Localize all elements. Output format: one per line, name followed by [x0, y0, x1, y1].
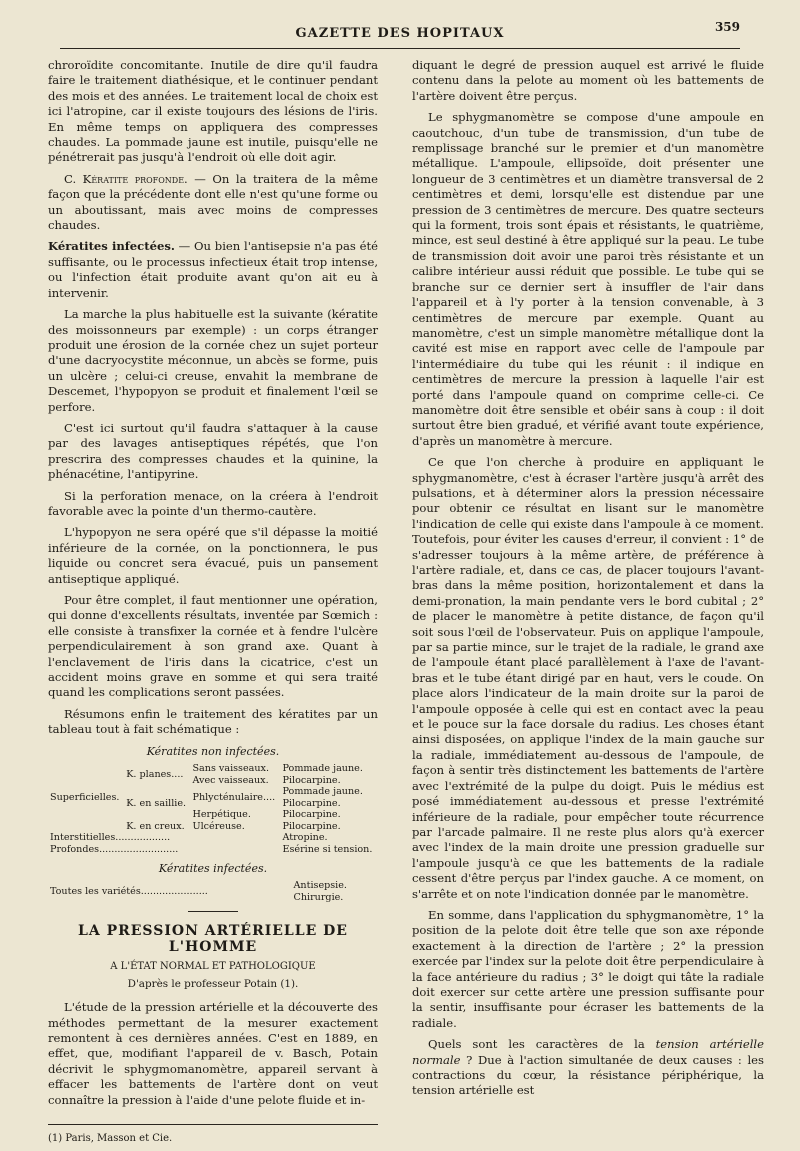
- table-cell: K. en saillie.: [126, 797, 187, 809]
- table-cell: Esérine si tension.: [282, 843, 373, 855]
- italic-term: tension artérielle normale: [412, 1037, 765, 1067]
- table-cell: K. planes....: [126, 768, 184, 780]
- article-title: LA PRESSION ARTÉRIELLE DE L'HOMME: [78, 923, 348, 955]
- table-cell: Toutes les variétés......................: [50, 886, 208, 898]
- section-divider: [188, 911, 238, 912]
- table-cell: Pommade jaune.: [282, 786, 363, 798]
- paragraph: Ce que l'on cherche à produire en appliquant le sphygmanomètre, c'est à écraser l'artère jusqu'à arrêt des pulsations, et à déterminer alors la pression nécessaire pour obtenir ce résultat en lisant sur le manomètre l'indication de celle qui existe dans l'ampoule à ce moment. Toutefois, pour éviter les causes d'erreur, il convient : 1° de s'adresser toujours à la même artère, de préférence à l'artère radiale, et, dans ce cas, de placer toujours l'avant-bras dans la même position, horizontalement et dans la demi-pronation, la main pendante vers le bord cubital ; 2° de placer le manomètre à petite distance, de façon qu'il soit sous l'œil de l'observateur. Puis on applique l'ampoule, par sa partie mince, sur le trajet de la radiale, le grand axe de l'ampoule étant placé parallèlement à l'axe de l'avant-bras et le tube étant dirigé par en haut, vers le coude. On place alors l'indicateur de la main droite sur la paroi de l'ampoule opposée à celle qui est en contact avec la peau et le pouce sur la face dorsale du radius. Les choses étant ainsi disposées, on applique l'index de la main gauche sur la radiale, immédiatement au-dessous de l'ampoule, de façon à sentir très distinctement les battements de l'artère avec l'extrémité de la pulpe du doigt. Puis le médius est posé immédiatement au-dessous et presse l'extrémité inférieure de la radiale, pour empêcher toute récurrence par l'arcade palmaire. Il ne reste plus alors qu'à exercer avec l'index de la main droite une pression graduelle sur l'ampoule jusqu'à ce que les battements de la radiale cessent d'être perçus par l'index gauche. A ce moment, on s'arrête et on note l'indication donnée par le manomètre.: [412, 455, 764, 901]
- table-cell: Chirurgie.: [293, 891, 344, 903]
- table-cell: Antisepsie.: [293, 880, 347, 892]
- table-cell: Pilocarpine.: [282, 797, 341, 809]
- table-cell: Herpétique.: [192, 809, 251, 821]
- table-cell: Avec vaisseaux.: [192, 774, 269, 786]
- paragraph-keratite-profonde: [48, 172, 378, 234]
- table-heading-infectees: Kératites infectées.: [158, 862, 268, 876]
- paragraph: Pour être complet, il faut mentionner une opération, qui donne d'excellents résultats, inventée par Sœmich : elle consiste à transfixer la cornée et à fendre l'ulcère perpendiculairement à son grand axe. Quant à l'enclavement de l'iris dans la cicatrice, c'est un accident moins grave en somme et qui sera traité quand les complications seront passées.: [48, 593, 378, 700]
- article-byline: D'après le professeur Potain (1).: [127, 977, 299, 990]
- table-cell: Pilocarpine.: [282, 820, 341, 832]
- keratites-infectees-table: [48, 880, 378, 903]
- table-cell: Sans vaisseaux.: [192, 763, 270, 775]
- article-subtitle: A L'ÉTAT NORMAL ET PATHOLOGIQUE: [110, 961, 316, 973]
- paragraph: L'hypopyon ne sera opéré que s'il dépasse la moitié inférieure de la cornée, on la ponctionnera, le pus liquide ou concret sera évacué, puis un pansement antiseptique appliqué.: [48, 525, 378, 586]
- paragraph: C'est ici surtout qu'il faudra s'attaquer à la cause par des lavages antiseptiques répétés, que l'on prescrira des compresses chaudes et la quinine, la phénacétine, l'antipyrine.: [48, 420, 378, 482]
- paragraph-text: ? Due à l'action simultanée de deux causes : les contractions du cœur, la résistance périphérique, la tension artérielle est: [412, 1052, 764, 1098]
- table-cell: Pilocarpine.: [282, 809, 341, 821]
- section-label: Kératites infectées.: [48, 239, 175, 254]
- paragraph: diquant le degré de pression auquel est arrivé le fluide contenu dans la pelote au moment où les battements de l'artère doivent être perçus.: [412, 58, 764, 103]
- paragraph: Résumons enfin le traitement des kératites par un tableau tout à fait schématique :: [48, 706, 378, 737]
- paragraph: Le sphygmanomètre se compose d'une ampoule en caoutchouc, d'un tube de transmission, d'un tube de remplissage branché sur le premier et d'un manomètre métallique. L'ampoule, ellipsoïde, doit présenter une longueur de 3 centimètres et un diamètre transversal de 2 centimètres et demi, lorsqu'elle est distendue par une pression de 3 centimètres de mercure. Des quatre secteurs qui la forment, trois sont épais et résistants, le quatrième, mince, est seul destiné à être appliqué sur la peau. Le tube de transmission doit avoir une paroi très résistante et un calibre intérieur aussi réduit que possible. Le tube qui se branche sur ce dernier sert à insuffler de l'air dans l'appareil et à l'y porter à la tension convenable, à 3 centimètres de mercure par exemple. Quant au manomètre, c'est un simple manomètre métallique dont la cavité est mise en rapport avec celle de l'ampoule par l'intermédiaire du tube qui les réunit : il indique en centimètres de mercure la pression à laquelle l'air est porté dans l'ampoule quand on comprime celle-ci. Ce manomètre doit être sensible et obéir sans à coup : il doit surtout être bien gradué, et vérifié avant toute expérience, d'après un manomètre à mercure.: [412, 110, 764, 448]
- paragraph-text: — On la traitera de la même façon que la précédente dont elle n'est qu'une forme ou un aboutissant, mais avec moins de compresses chaudes.: [48, 171, 378, 233]
- paragraph: Si la perforation menace, on la créera à l'endroit favorable avec la pointe d'un thermo-cautère.: [48, 488, 378, 518]
- footnote: (1) Paris, Masson et Cie.: [48, 1132, 173, 1144]
- paragraph: L'étude de la pression artérielle et la découverte des méthodes permettant de la mesurer exactement remontent à ces dernières années. C'est en 1889, en effet, que, modifiant l'appareil de v. Basch, Potain décrivit le sphygmomanomètre, appareil servant à effacer les battements de l'artère dont on veut connaître la pression à l'aide d'une pelote fluide et in-: [48, 1000, 378, 1107]
- paragraph-tension-normale: [412, 1037, 764, 1099]
- table-cell: Atropine.: [282, 832, 328, 844]
- table-cell: Pilocarpine.: [282, 774, 341, 786]
- paragraph: chroroïdite concomitante. Inutile de dire qu'il faudra faire le traitement diathésique, et le continuer pendant des mois et des années. Le traitement local de choix est ici l'atropine, car il existe toujours des lésions de l'iris. En même temps on appliquera des compresses chaudes. La pommade jaune est inutile, puisqu'elle ne pénétrerait pas jusqu'à l'endroit où elle doit agir.: [48, 58, 378, 165]
- table-cell: Superficielles.: [50, 791, 120, 803]
- paragraph-keratites-infectees: [48, 239, 378, 301]
- table-cell: Interstitielles..................: [50, 832, 171, 844]
- page-header: [60, 20, 740, 49]
- journal-title: GAZETTE DES HOPITAUX: [295, 26, 505, 41]
- table-cell: Ulcéreuse.: [192, 820, 245, 832]
- left-column: [48, 58, 378, 1146]
- table-cell: K. en creux.: [126, 820, 185, 832]
- table-cell: Phlycténulaire....: [192, 791, 276, 803]
- section-label: C. Kératite profonde.: [64, 171, 188, 186]
- table-cell: Profondes..........................: [50, 843, 179, 855]
- table-heading-non-infectees: Kératites non infectées.: [146, 744, 280, 758]
- paragraph-text: — Ou bien l'antisepsie n'a pas été suffisante, ou le processus infectieux était trop intense, ou l'infection était produite avant qu'on ait eu à intervenir.: [48, 239, 378, 300]
- paragraph: En somme, dans l'application du sphygmanomètre, 1° la position de la pelote doit être telle que son axe réponde exactement à la direction de l'artère ; 2° la pression exercée par l'index sur la pelote doit être perpendiculaire à la face antérieure du radius ; 3° le doigt qui tâte la radiale doit exercer sur cette artère une pression suffisante pour la sentir, insuffisante pour écraser les battements de la radiale.: [412, 907, 764, 1030]
- paragraph-text: Quels sont les caractères de la: [428, 1037, 656, 1052]
- keratites-table: [48, 763, 378, 855]
- page-number: 359: [714, 20, 740, 34]
- right-column: [412, 58, 764, 1105]
- footnote-divider: [48, 1124, 378, 1125]
- paragraph: La marche la plus habituelle est la suivante (kératite des moissonneurs par exemple) : un corps étranger produit une érosion de la cornée chez un sujet porteur d'une dacryocystite méconnue, un abcès se forme, puis un ulcère ; celui-ci creuse, envahit la membrane de Descemet, l'hypopyon se produit et finalement l'œil se perfore.: [48, 307, 378, 414]
- table-cell: Pommade jaune.: [282, 763, 363, 775]
